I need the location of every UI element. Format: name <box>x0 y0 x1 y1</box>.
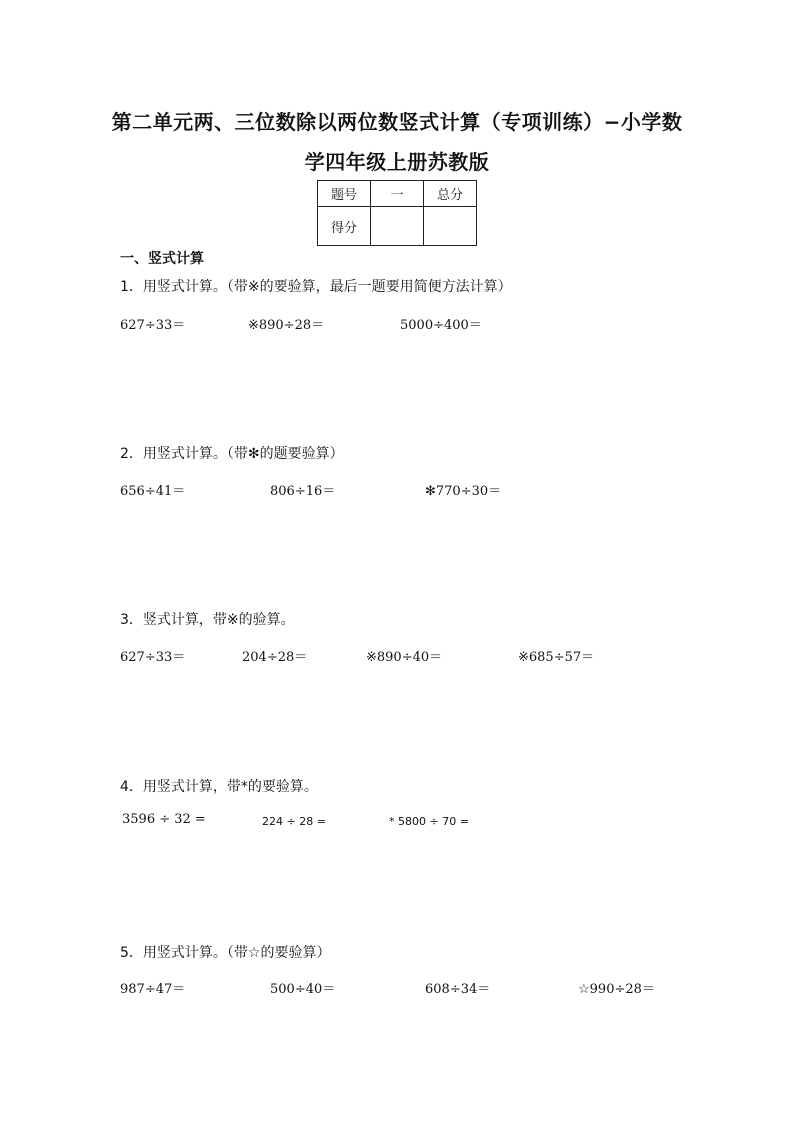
problem-1-3: 5000÷400＝ <box>400 318 482 333</box>
score-table-header-section1: 一 <box>371 181 424 207</box>
page-title-line2: 学四年级上册苏教版 <box>304 150 490 174</box>
problem-2-1: 656÷41＝ <box>120 484 186 499</box>
score-table-header-total: 总分 <box>424 181 477 207</box>
problem-4-3: * 5800 ÷ 70 = <box>389 815 469 828</box>
problem-4-1: 3596 ÷ 32 = <box>122 812 206 827</box>
score-table-header-number: 题号 <box>318 181 371 207</box>
problem-3-4: ※685÷57＝ <box>518 650 595 665</box>
problem-2-2: 806÷16＝ <box>270 484 336 499</box>
score-cell-section1[interactable] <box>371 207 424 246</box>
problem-4-2: 224 ÷ 28 = <box>262 815 326 828</box>
problem-5-2: 500÷40＝ <box>270 982 336 997</box>
problem-5-4: ☆990÷28＝ <box>578 982 655 997</box>
page-title-line1: 第二单元两、三位数除以两位数竖式计算（专项训练）−小学数 <box>111 110 683 134</box>
score-cell-total[interactable] <box>424 207 477 246</box>
problem-1-1: 627÷33＝ <box>120 318 186 333</box>
section-heading: 一、竖式计算 <box>120 251 204 267</box>
score-table <box>317 180 477 246</box>
question-5-prompt: 5．用竖式计算。（带☆的要验算） <box>120 945 331 961</box>
question-3-prompt: 3．竖式计算，带※的验算。 <box>120 612 295 628</box>
problem-2-3: ✻770÷30＝ <box>425 484 502 499</box>
score-table-score-row <box>318 207 477 246</box>
problem-3-3: ※890÷40＝ <box>366 650 443 665</box>
problem-3-2: 204÷28＝ <box>242 650 308 665</box>
question-1-prompt: 1．用竖式计算。（带※的要验算，最后一题要用简便方法计算） <box>120 279 512 295</box>
question-2-prompt: 2．用竖式计算。（带✻的题要验算） <box>120 446 344 462</box>
problem-3-1: 627÷33＝ <box>120 650 186 665</box>
score-table-header-row <box>318 181 477 207</box>
question-4-prompt: 4．用竖式计算，带*的要验算。 <box>120 779 318 795</box>
score-table-row-label: 得分 <box>318 207 371 246</box>
problem-5-1: 987÷47＝ <box>120 982 186 997</box>
problem-1-2: ※890÷28＝ <box>248 318 325 333</box>
problem-5-3: 608÷34＝ <box>425 982 491 997</box>
